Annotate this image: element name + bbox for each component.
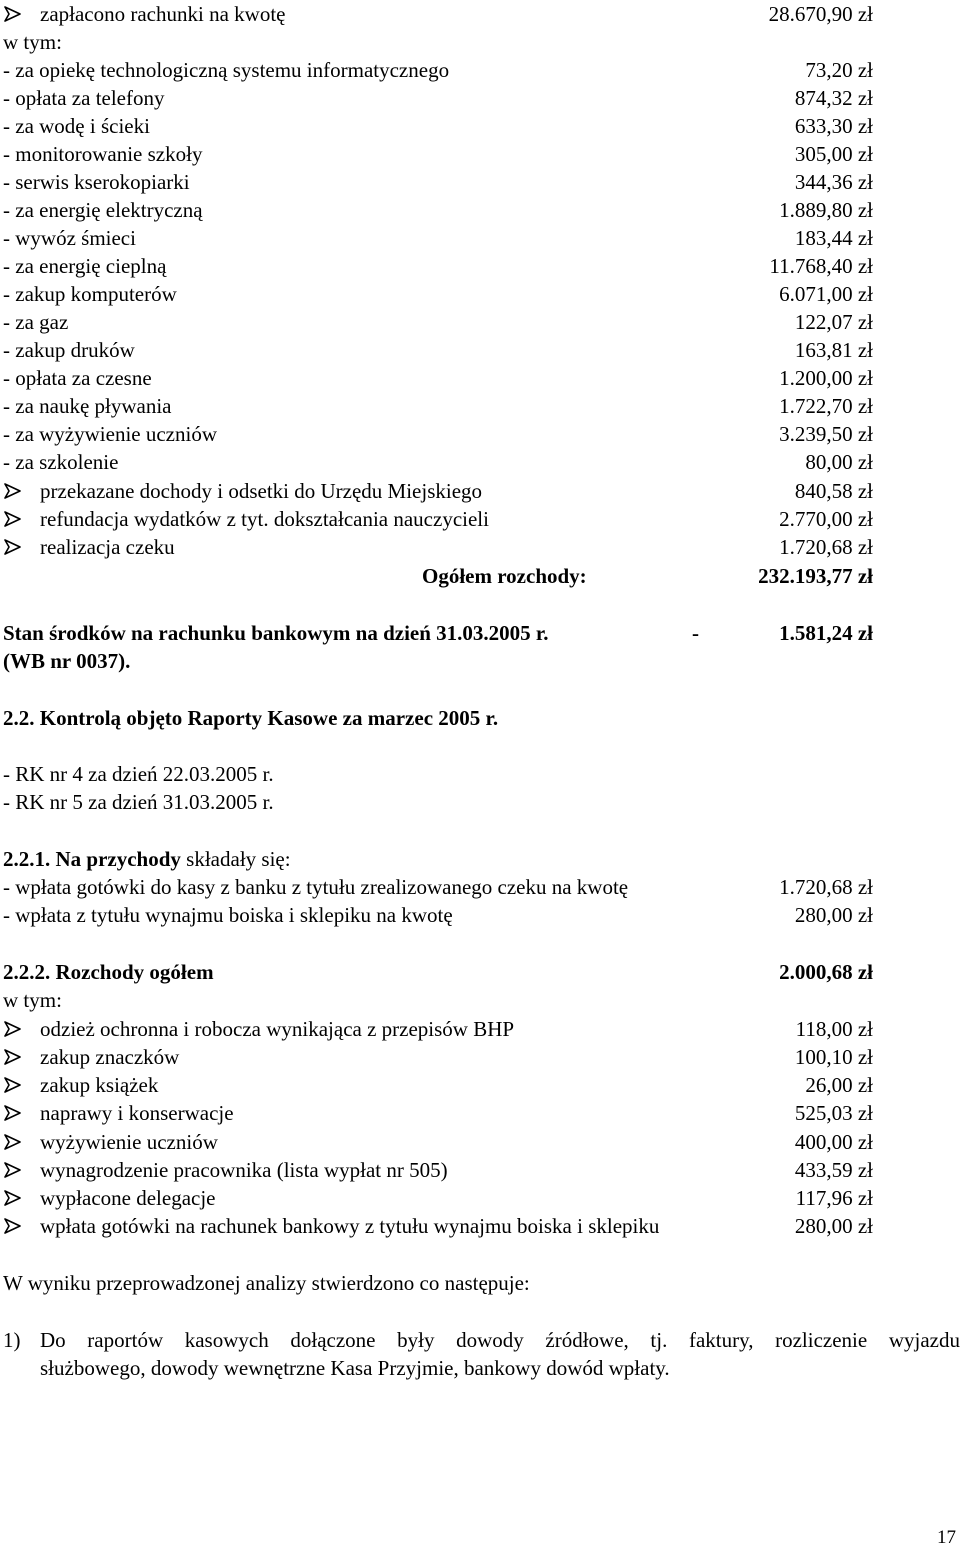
outflow-bullet-row bbox=[0, 1156, 960, 1184]
expense-row bbox=[0, 420, 960, 448]
expense-label: - za szkolenie bbox=[3, 450, 119, 474]
expense-amount: 1.722,70 zł bbox=[779, 394, 873, 418]
balance-label: Stan środków na rachunku bankowym na dzień 31.03.2005 r. bbox=[3, 621, 549, 645]
bullet-amount: 1.720,68 zł bbox=[779, 535, 873, 559]
rk-item: - RK nr 4 za dzień 22.03.2005 r. bbox=[3, 762, 274, 786]
income-amount: 1.720,68 zł bbox=[779, 875, 873, 899]
expense-label: - zakup komputerów bbox=[3, 282, 177, 306]
expense-label: - zakup druków bbox=[3, 338, 135, 362]
section-2-2-1-heading-row bbox=[0, 845, 960, 873]
expense-amount: 183,44 zł bbox=[794, 226, 873, 250]
arrow-bullet-icon bbox=[4, 1049, 21, 1065]
section-2-2-heading: 2.2. Kontrolą objęto Raporty Kasowe za marzec 2005 r. bbox=[3, 706, 499, 730]
outflow-amount: 100,10 zł bbox=[794, 1045, 873, 1069]
bullet-amount: 840,58 zł bbox=[794, 479, 873, 503]
w-tym-label: w tym: bbox=[3, 30, 62, 54]
arrow-bullet-icon bbox=[4, 483, 21, 499]
expense-row bbox=[0, 196, 960, 224]
expense-row bbox=[0, 252, 960, 280]
expense-label: - za wodę i ścieki bbox=[3, 114, 150, 138]
expense-amount: 11.768,40 zł bbox=[769, 254, 873, 278]
income-label: - wpłata z tytułu wynajmu boiska i sklepiku na kwotę bbox=[3, 903, 453, 927]
paid-bills-label: zapłacono rachunki na kwotę bbox=[40, 2, 286, 26]
bullet-row bbox=[0, 533, 960, 561]
expense-label: - opłata za telefony bbox=[3, 86, 165, 110]
outflow-bullet-row bbox=[0, 1099, 960, 1127]
expense-row bbox=[0, 448, 960, 476]
outflow-bullet-row bbox=[0, 1184, 960, 1212]
rk-item: - RK nr 5 za dzień 31.03.2005 r. bbox=[3, 790, 274, 814]
expense-row bbox=[0, 308, 960, 336]
expense-amount: 633,30 zł bbox=[794, 114, 873, 138]
expense-label: - za energię cieplną bbox=[3, 254, 167, 278]
paid-bills-amount: 28.670,90 zł bbox=[768, 2, 873, 26]
section-2-2-1-heading-bold: 2.2.1. Na przychody bbox=[3, 847, 181, 871]
expense-row bbox=[0, 224, 960, 252]
expense-label: - za energię elektryczną bbox=[3, 198, 203, 222]
total-amount: 232.193,77 zł bbox=[758, 564, 873, 588]
expense-amount: 1.200,00 zł bbox=[779, 366, 873, 390]
expense-label: - za gaz bbox=[3, 310, 69, 334]
conclusion-item-line2: służbowego, dowody wewnętrzne Kasa Przyjmie, bankowy dowód wpłaty. bbox=[40, 1356, 670, 1380]
balance-wb-row bbox=[0, 647, 960, 675]
expense-amount: 6.071,00 zł bbox=[779, 282, 873, 306]
income-label: - wpłata gotówki do kasy z banku z tytułu zrealizowanego czeku na kwotę bbox=[3, 875, 629, 899]
expense-row bbox=[0, 392, 960, 420]
total-row bbox=[0, 562, 960, 590]
income-amount: 280,00 zł bbox=[794, 903, 873, 927]
expense-row bbox=[0, 84, 960, 112]
outflow-label: zakup książek bbox=[40, 1073, 159, 1097]
expense-amount: 163,81 zł bbox=[794, 338, 873, 362]
arrow-bullet-icon bbox=[4, 511, 21, 527]
conclusion-item-line1: Do raportów kasowych dołączone były dowody źródłowe, tj. faktury, rozliczenie wyjazdu bbox=[40, 1328, 960, 1352]
outflow-amount: 400,00 zł bbox=[794, 1130, 873, 1154]
page-number: 17 bbox=[937, 1527, 956, 1548]
expense-amount: 122,07 zł bbox=[794, 310, 873, 334]
expense-amount: 3.239,50 zł bbox=[779, 422, 873, 446]
arrow-bullet-icon bbox=[4, 1218, 21, 1234]
balance-dash: - bbox=[692, 621, 699, 645]
outflow-bullet-row bbox=[0, 1212, 960, 1240]
conclusion-intro-row bbox=[0, 1269, 960, 1297]
expense-label: - za naukę pływania bbox=[3, 394, 172, 418]
rk-row bbox=[0, 788, 960, 816]
w-tym-label-row bbox=[0, 28, 960, 56]
section-2-2-1-heading bbox=[3, 845, 291, 873]
arrow-bullet-icon bbox=[4, 1077, 21, 1093]
expense-label: - za wyżywienie uczniów bbox=[3, 422, 217, 446]
section-2-2-2-heading-row bbox=[0, 958, 960, 986]
outflow-bullet-row bbox=[0, 1015, 960, 1043]
expense-row bbox=[0, 140, 960, 168]
outflow-amount: 26,00 zł bbox=[805, 1073, 873, 1097]
outflow-bullet-row bbox=[0, 1128, 960, 1156]
section-2-2-1-heading-rest: składały się: bbox=[180, 847, 291, 871]
outflow-amount: 280,00 zł bbox=[794, 1214, 873, 1238]
section-2-2-heading-row bbox=[0, 704, 960, 732]
expense-row bbox=[0, 364, 960, 392]
bullet-row bbox=[0, 477, 960, 505]
outflow-label: wpłata gotówki na rachunek bankowy z tytułu wynajmu boiska i sklepiku bbox=[40, 1214, 660, 1238]
expense-row bbox=[0, 168, 960, 196]
arrow-bullet-icon bbox=[4, 6, 21, 22]
arrow-bullet-icon bbox=[4, 539, 21, 555]
expense-label: - za opiekę technologiczną systemu informatycznego bbox=[3, 58, 450, 82]
balance-row bbox=[0, 619, 960, 647]
arrow-bullet-icon bbox=[4, 1134, 21, 1150]
outflow-bullet-row bbox=[0, 1071, 960, 1099]
expense-amount: 874,32 zł bbox=[794, 86, 873, 110]
expense-row bbox=[0, 280, 960, 308]
section-2-2-2-heading: 2.2.2. Rozchody ogółem bbox=[3, 960, 214, 984]
w-tym-label: w tym: bbox=[3, 988, 62, 1012]
rk-row bbox=[0, 760, 960, 788]
w-tym-label-row bbox=[0, 986, 960, 1014]
arrow-bullet-icon bbox=[4, 1190, 21, 1206]
paid-bills-row bbox=[0, 0, 960, 28]
income-row bbox=[0, 873, 960, 901]
bullet-label: realizacja czeku bbox=[40, 535, 175, 559]
expense-label: - wywóz śmieci bbox=[3, 226, 136, 250]
expense-amount: 73,20 zł bbox=[805, 58, 873, 82]
outflow-label: wypłacone delegacje bbox=[40, 1186, 216, 1210]
outflow-amount: 525,03 zł bbox=[794, 1101, 873, 1125]
expense-amount: 305,00 zł bbox=[794, 142, 873, 166]
expense-row bbox=[0, 112, 960, 140]
balance-amount: 1.581,24 zł bbox=[779, 621, 873, 645]
arrow-bullet-icon bbox=[4, 1021, 21, 1037]
expense-row bbox=[0, 56, 960, 84]
section-2-2-2-amount: 2.000,68 zł bbox=[779, 960, 873, 984]
outflow-amount: 433,59 zł bbox=[794, 1158, 873, 1182]
conclusion-item-number: 1) bbox=[3, 1328, 21, 1352]
outflow-label: zakup znaczków bbox=[40, 1045, 180, 1069]
bullet-label: refundacja wydatków z tyt. dokształcania nauczycieli bbox=[40, 507, 489, 531]
conclusion-item-row bbox=[0, 1326, 960, 1354]
conclusion-intro: W wyniku przeprowadzonej analizy stwierdzono co następuje: bbox=[3, 1271, 530, 1295]
arrow-bullet-icon bbox=[4, 1105, 21, 1121]
bullet-label: przekazane dochody i odsetki do Urzędu Miejskiego bbox=[40, 479, 483, 503]
outflow-bullet-row bbox=[0, 1043, 960, 1071]
arrow-bullet-icon bbox=[4, 1162, 21, 1178]
total-label: Ogółem rozchody: bbox=[422, 564, 587, 588]
expense-amount: 80,00 zł bbox=[805, 450, 873, 474]
outflow-label: wyżywienie uczniów bbox=[40, 1130, 218, 1154]
outflow-label: naprawy i konserwacje bbox=[40, 1101, 234, 1125]
bullet-amount: 2.770,00 zł bbox=[779, 507, 873, 531]
outflow-label: odzież ochronna i robocza wynikająca z przepisów BHP bbox=[40, 1017, 515, 1041]
expense-label: - monitorowanie szkoły bbox=[3, 142, 203, 166]
outflow-amount: 117,96 zł bbox=[795, 1186, 873, 1210]
expense-label: - serwis kserokopiarki bbox=[3, 170, 190, 194]
expense-amount: 1.889,80 zł bbox=[779, 198, 873, 222]
expense-amount: 344,36 zł bbox=[794, 170, 873, 194]
outflow-label: wynagrodzenie pracownika (lista wypłat nr 505) bbox=[40, 1158, 448, 1182]
bullet-row bbox=[0, 505, 960, 533]
balance-wb: (WB nr 0037). bbox=[3, 649, 131, 673]
outflow-amount: 118,00 zł bbox=[795, 1017, 873, 1041]
expense-label: - opłata za czesne bbox=[3, 366, 152, 390]
income-row bbox=[0, 901, 960, 929]
conclusion-item-row-2 bbox=[0, 1354, 960, 1382]
expense-row bbox=[0, 336, 960, 364]
